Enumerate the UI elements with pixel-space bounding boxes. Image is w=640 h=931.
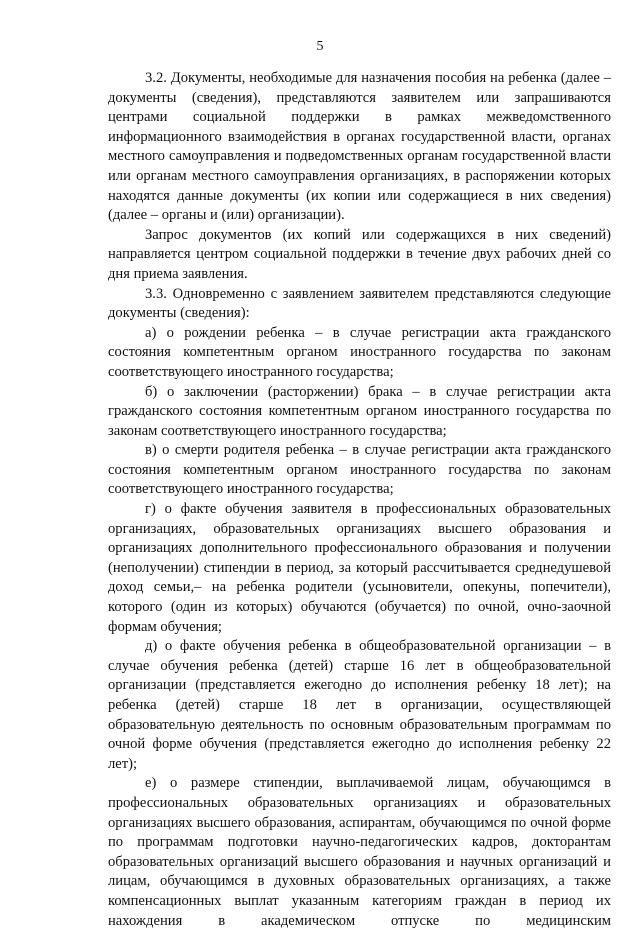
paragraph-request: Запрос документов (их копий или содержащихся в них сведений) направляется центром социальной поддержки в течение двух рабочих дней со дня приема заявления. [108, 226, 611, 282]
paragraph-3-3: 3.3. Одновременно с заявлением заявителем представляются следующие документы (сведения): [108, 285, 611, 322]
paragraph-item-a: а) о рождении ребенка – в случае регистрации акта гражданского состояния компетентным органом иностранного государства по законам соответствующего иностранного государства; [108, 324, 611, 380]
paragraph-item-v: в) о смерти родителя ребенка – в случае регистрации акта гражданского состояния компетентным органом иностранного государства по законам соответствующего иностранного государства; [108, 442, 611, 498]
page-number: 5 [316, 39, 324, 54]
paragraph-item-b: б) о заключении (расторжении) брака – в случае регистрации акта гражданского состояния компетентным органом иностранного государства по законам соответствующего иностранного государства; [108, 383, 611, 439]
document-body [108, 69, 611, 931]
paragraph-item-e: е) о размере стипендии, выплачиваемой лицам, обучающимся в профессиональных образовательных организациях и образовательных организациях высшего образования, аспирантам, обучающимся по очной форме по программам подготовки научно-педагогических кадров, докторантам образовательных организаций высшего образования и научных организаций и лицам, обучающимся в духовных образовательных организациях, а также компенсационных выплат указанным категориям граждан в период их нахождения в академическом отпуске по медицинским [108, 775, 611, 929]
paragraph-item-d: д) о факте обучения ребенка в общеобразовательной организации – в случае обучения ребенка (детей) старше 16 лет в общеобразовательной организации (представляется ежегодно до исполнения ребенку 18 лет); на ребенка (детей) старше 18 лет в организации, осуществляющей образовательную деятельность по основным образовательным программам по очной форме обучения (представляется ежегодно до исполнения ребенку 22 лет); [108, 638, 611, 772]
paragraph-3-2: 3.2. Документы, необходимые для назначения пособия на ребенка (далее – документы (сведения), представляются заявителем или запрашиваются центрами социальной поддержки в рамках межведомственного информационного взаимодействия в органах государственной власти, органах местного самоуправления и подведомственных органам государственной власти или органам местного самоуправления организациях, в распоряжении которых находятся данные документы (их копии или содержащиеся в них сведения) (далее – органы и (или) организации). [108, 70, 611, 224]
paragraph-item-g: г) о факте обучения заявителя в профессиональных образовательных организациях, образовательных организациях высшего образования и организациях дополнительного профессионального образования и получении (неполучении) стипендии в период, за который рассчитывается среднедушевой доход семьи,– на ребенка родители (усыновители, опекуны, попечители), которого (один из которых) обучаются (обучается) по очной, очно-заочной формам обучения; [108, 501, 611, 635]
